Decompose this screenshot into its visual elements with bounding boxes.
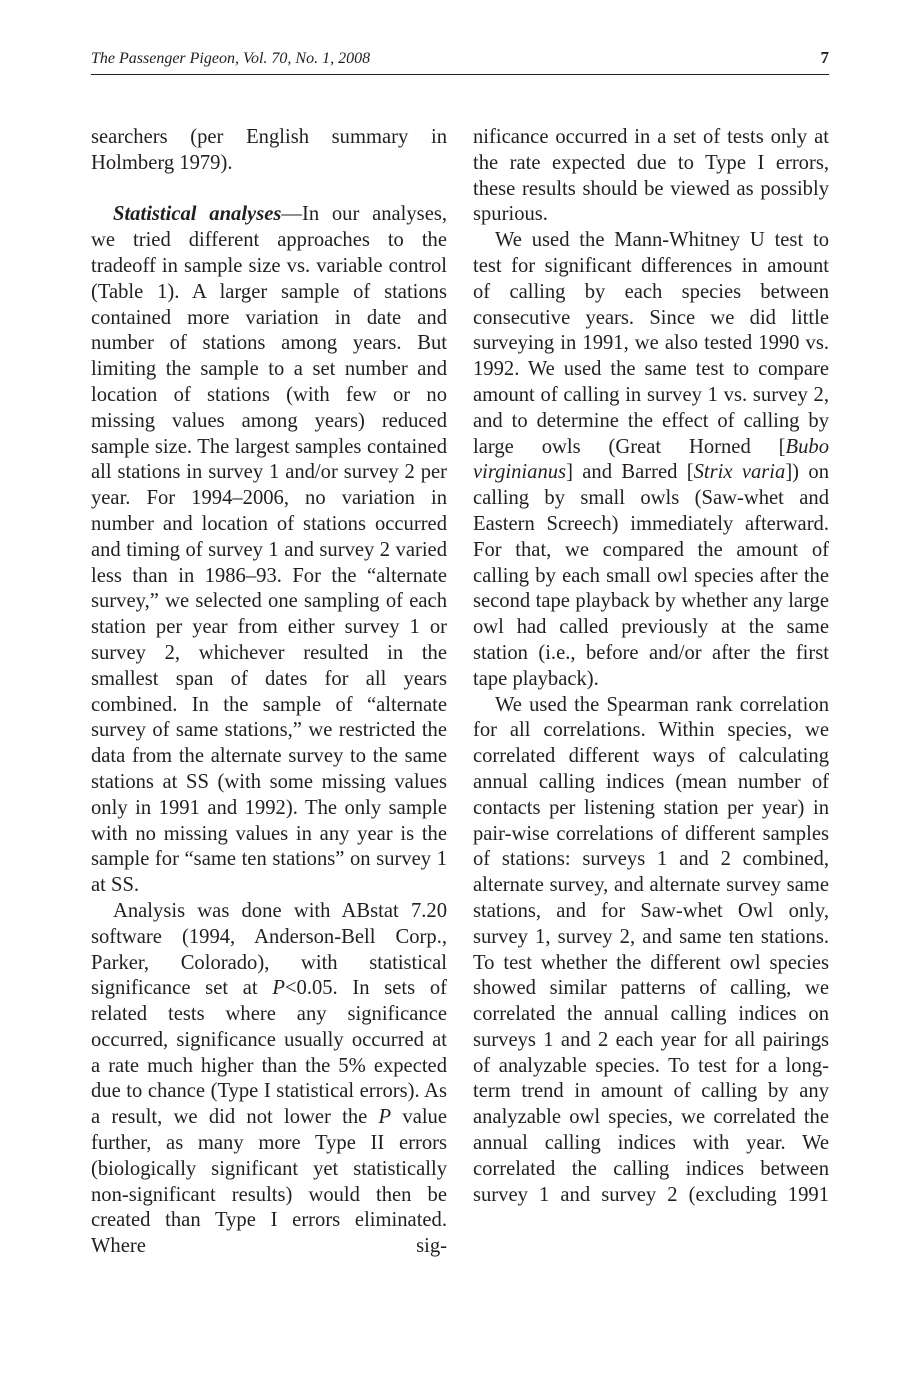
left-column (91, 125, 447, 1260)
paragraph-text: We used the Spearman rank correlation for all correlations. Within species, we correlated different ways of calculating annual calling indices (mean number of contacts per listening station per year) in pair-wise correlations of different samples of stations: surveys 1 and 2 combined, alternate survey, and alternate survey same stations, and for Saw-whet Owl only, survey 1, survey 2, and same ten stations. To test whether the different owl species showed similar patterns of calling, we correlated the annual calling indices on surveys 1 and 2 each year for all pairings of analyzable species. To test for a long-term trend in amount of calling by any analyzable owl species, we correlated the annual calling indices with year. We correlated the calling indices between survey 1 and survey 2 (excluding 1991 (473, 693, 829, 1206)
paragraph-text: searchers (per English summary in Holmberg 1979). (91, 126, 447, 174)
p-value-symbol: P (378, 1106, 392, 1129)
right-column (473, 125, 829, 1208)
paragraph-continued (91, 125, 447, 177)
paragraph-text: nificance occurred in a set of tests only at the rate expected due to Type I errors, these results should be viewed as possibly spurious. (473, 126, 829, 226)
paragraph-text: value further, as many more Type II errors (biologically significant yet statistically non-significant results) would then be created than Type I errors eliminated. Where sig- (91, 1106, 447, 1258)
paragraph-mann-whitney (473, 228, 829, 692)
paragraph-analysis-software (91, 899, 447, 1260)
page-number: 7 (820, 48, 829, 67)
paragraph-text: Analysis was done with ABstat 7.20 software (1994, Anderson-Bell Corp., Parker, Colorado), with statistical significance set at (91, 899, 447, 1000)
paragraph-text: —In our analyses, we tried different approaches to the tradeoff in sample size vs. variable control (Table 1). A larger sample of stations contained more variation in date and number of stations among years. But limiting the sample to a set number and location of stations (with few or no missing values among years) reduced sample size. The largest samples contained all stations in survey 1 and/or survey 2 per year. For 1994–2006, no variation in number and location of stations occurred and timing of survey 1 and survey 2 varied less than in 1986–93. For the “alternate survey,” we selected one sampling of each station per year from either survey 1 or survey 2, whichever resulted in the smallest span of dates for all years combined. In the sample of “alternate survey of same stations,” we restricted the data from the alternate survey to the same stations at SS (with some missing values only in 1991 and 1992). The only sample with no missing values in any year is the sample for “same ten stations” on survey 1 at SS. (91, 203, 447, 897)
running-header (91, 48, 829, 75)
paragraph-text: We used the Mann-Whitney U test to test for significant differences in amount of calling by each species between consecutive years. Since we did little surveying in 1991, we also tested 1990 vs. 1992. We used the same test to compare amount of calling in survey 1 vs. survey 2, and to determine the effect of calling by large owls (Great Horned [ (473, 229, 829, 458)
paragraph-spearman (473, 693, 829, 1209)
species-name: Strix varia (693, 461, 786, 484)
journal-citation: The Passenger Pigeon, Vol. 70, No. 1, 2008 (91, 50, 371, 67)
paragraph-continued (473, 125, 829, 228)
p-value-symbol: P (272, 977, 285, 1000)
paragraph-statistical-analyses (91, 202, 447, 899)
run-in-heading: Statistical analyses (113, 203, 282, 226)
paragraph-text: ]) on calling by small owls (Saw-whet and Eastern Screech) immediately afterward. For that, we compared the amount of calling by each small owl species after the second tape playback by whether any large owl had called previously at the same station (i.e., before and/or after the first tape playback). (473, 461, 829, 690)
species-name: Bubo virginianus (473, 435, 829, 484)
paragraph-text: ] and Barred [ (566, 461, 694, 484)
paragraph-text: <0.05. In sets of related tests where any significance occurred, significance usually occurred at a rate much higher than the 5% expected due to chance (Type I statistical errors). As a result, we did not lower the (91, 977, 447, 1129)
